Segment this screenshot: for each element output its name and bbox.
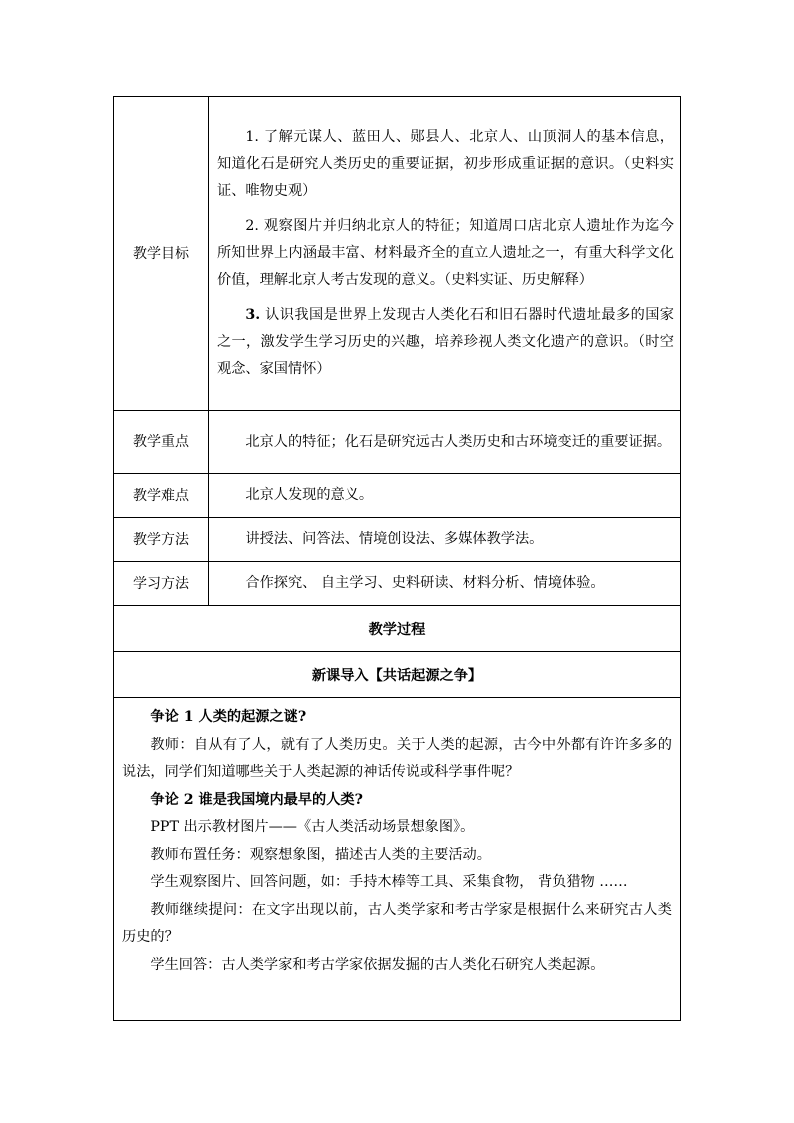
process-content-row xyxy=(114,698,681,1021)
objective-1-number: 1. xyxy=(245,129,259,145)
key-points-row xyxy=(114,411,681,474)
teacher-question-2: 教师继续提问：在文字出现以前，古人类学家和考古学家是根据什么来研究古人类历史的？ xyxy=(122,901,672,945)
objective-2-number: 2. xyxy=(245,218,259,234)
process-title: 教学过程 xyxy=(114,606,681,652)
learning-text: 合作探究、 自主学习、史料研读、材料分析、情境体验。 xyxy=(245,575,605,591)
learning-row xyxy=(114,562,681,606)
key-points-content xyxy=(209,411,681,474)
objective-item-1 xyxy=(217,124,674,205)
debate-2-title: 争论 2 谁是我国境内最早的人类? xyxy=(150,791,363,808)
process-content xyxy=(114,698,681,1021)
process-title-row xyxy=(114,606,681,652)
objective-3-number: 3. xyxy=(245,307,261,323)
learning-content xyxy=(209,562,681,606)
objective-item-2 xyxy=(217,213,674,294)
difficulties-row xyxy=(114,474,681,518)
objective-3-text: 认识我国是世界上发现古人类化石和旧石器时代遗址最多的国家之一，激发学生学习历史的兴趣，培养珍视人类文化遗产的意识。（时空观念、家国情怀） xyxy=(217,307,674,377)
teacher-task: 教师布置任务：观察想象图，描述古人类的主要活动。 xyxy=(150,846,491,863)
objective-1-text: 了解元谋人、蓝田人、郧县人、北京人、山顶洞人的基本信息，知道化石是研究人类历史的重要证据，初步形成重证据的意识。（史料实证、唯物史观） xyxy=(217,129,674,199)
methods-text: 讲授法、问答法、情境创设法、多媒体教学法。 xyxy=(245,531,544,547)
lesson-plan-table xyxy=(113,96,681,1021)
student-answer-2: 学生回答：古人类学家和考古学家依据发掘的古人类化石研究人类起源。 xyxy=(150,956,605,973)
objective-2-text: 观察图片并归纳北京人的特征；知道周口店北京人遗址作为迄今所知世界上内涵最丰富、材料最齐全的直立人遗址之一，有重大科学文化价值，理解北京人考古发现的意义。（史料实证、历史解释） xyxy=(217,218,674,288)
objectives-label: 教学目标 xyxy=(114,97,209,411)
objectives-content xyxy=(209,97,681,411)
methods-row xyxy=(114,518,681,562)
difficulties-label: 教学难点 xyxy=(114,474,209,518)
difficulties-content xyxy=(209,474,681,518)
objectives-row xyxy=(114,97,681,411)
intro-title-row xyxy=(114,652,681,698)
learning-label: 学习方法 xyxy=(114,562,209,606)
ppt-instruction: PPT 出示教材图片——《古人类活动场景想象图》。 xyxy=(150,819,475,835)
teacher-question-1: 教师：自从有了人，就有了人类历史。关于人类的起源，古今中外都有许许多多的说法，同学们知道哪些关于人类起源的神话传说或科学事件呢？ xyxy=(122,736,672,780)
difficulties-text: 北京人发现的意义。 xyxy=(245,487,374,503)
methods-label: 教学方法 xyxy=(114,518,209,562)
key-points-text: 北京人的特征；化石是研究远古人类历史和古环境变迁的重要证据。 xyxy=(245,433,672,450)
objective-item-3 xyxy=(217,302,674,383)
intro-title: 新课导入【共话起源之争】 xyxy=(114,652,681,698)
debate-1-title: 争论 1 人类的起源之谜? xyxy=(150,709,307,725)
methods-content xyxy=(209,518,681,562)
key-points-label: 教学重点 xyxy=(114,411,209,474)
student-answer-1: 学生观察图片、回答问题，如：手持木棒等工具、采集食物， 背负猎物 …… xyxy=(150,874,628,890)
